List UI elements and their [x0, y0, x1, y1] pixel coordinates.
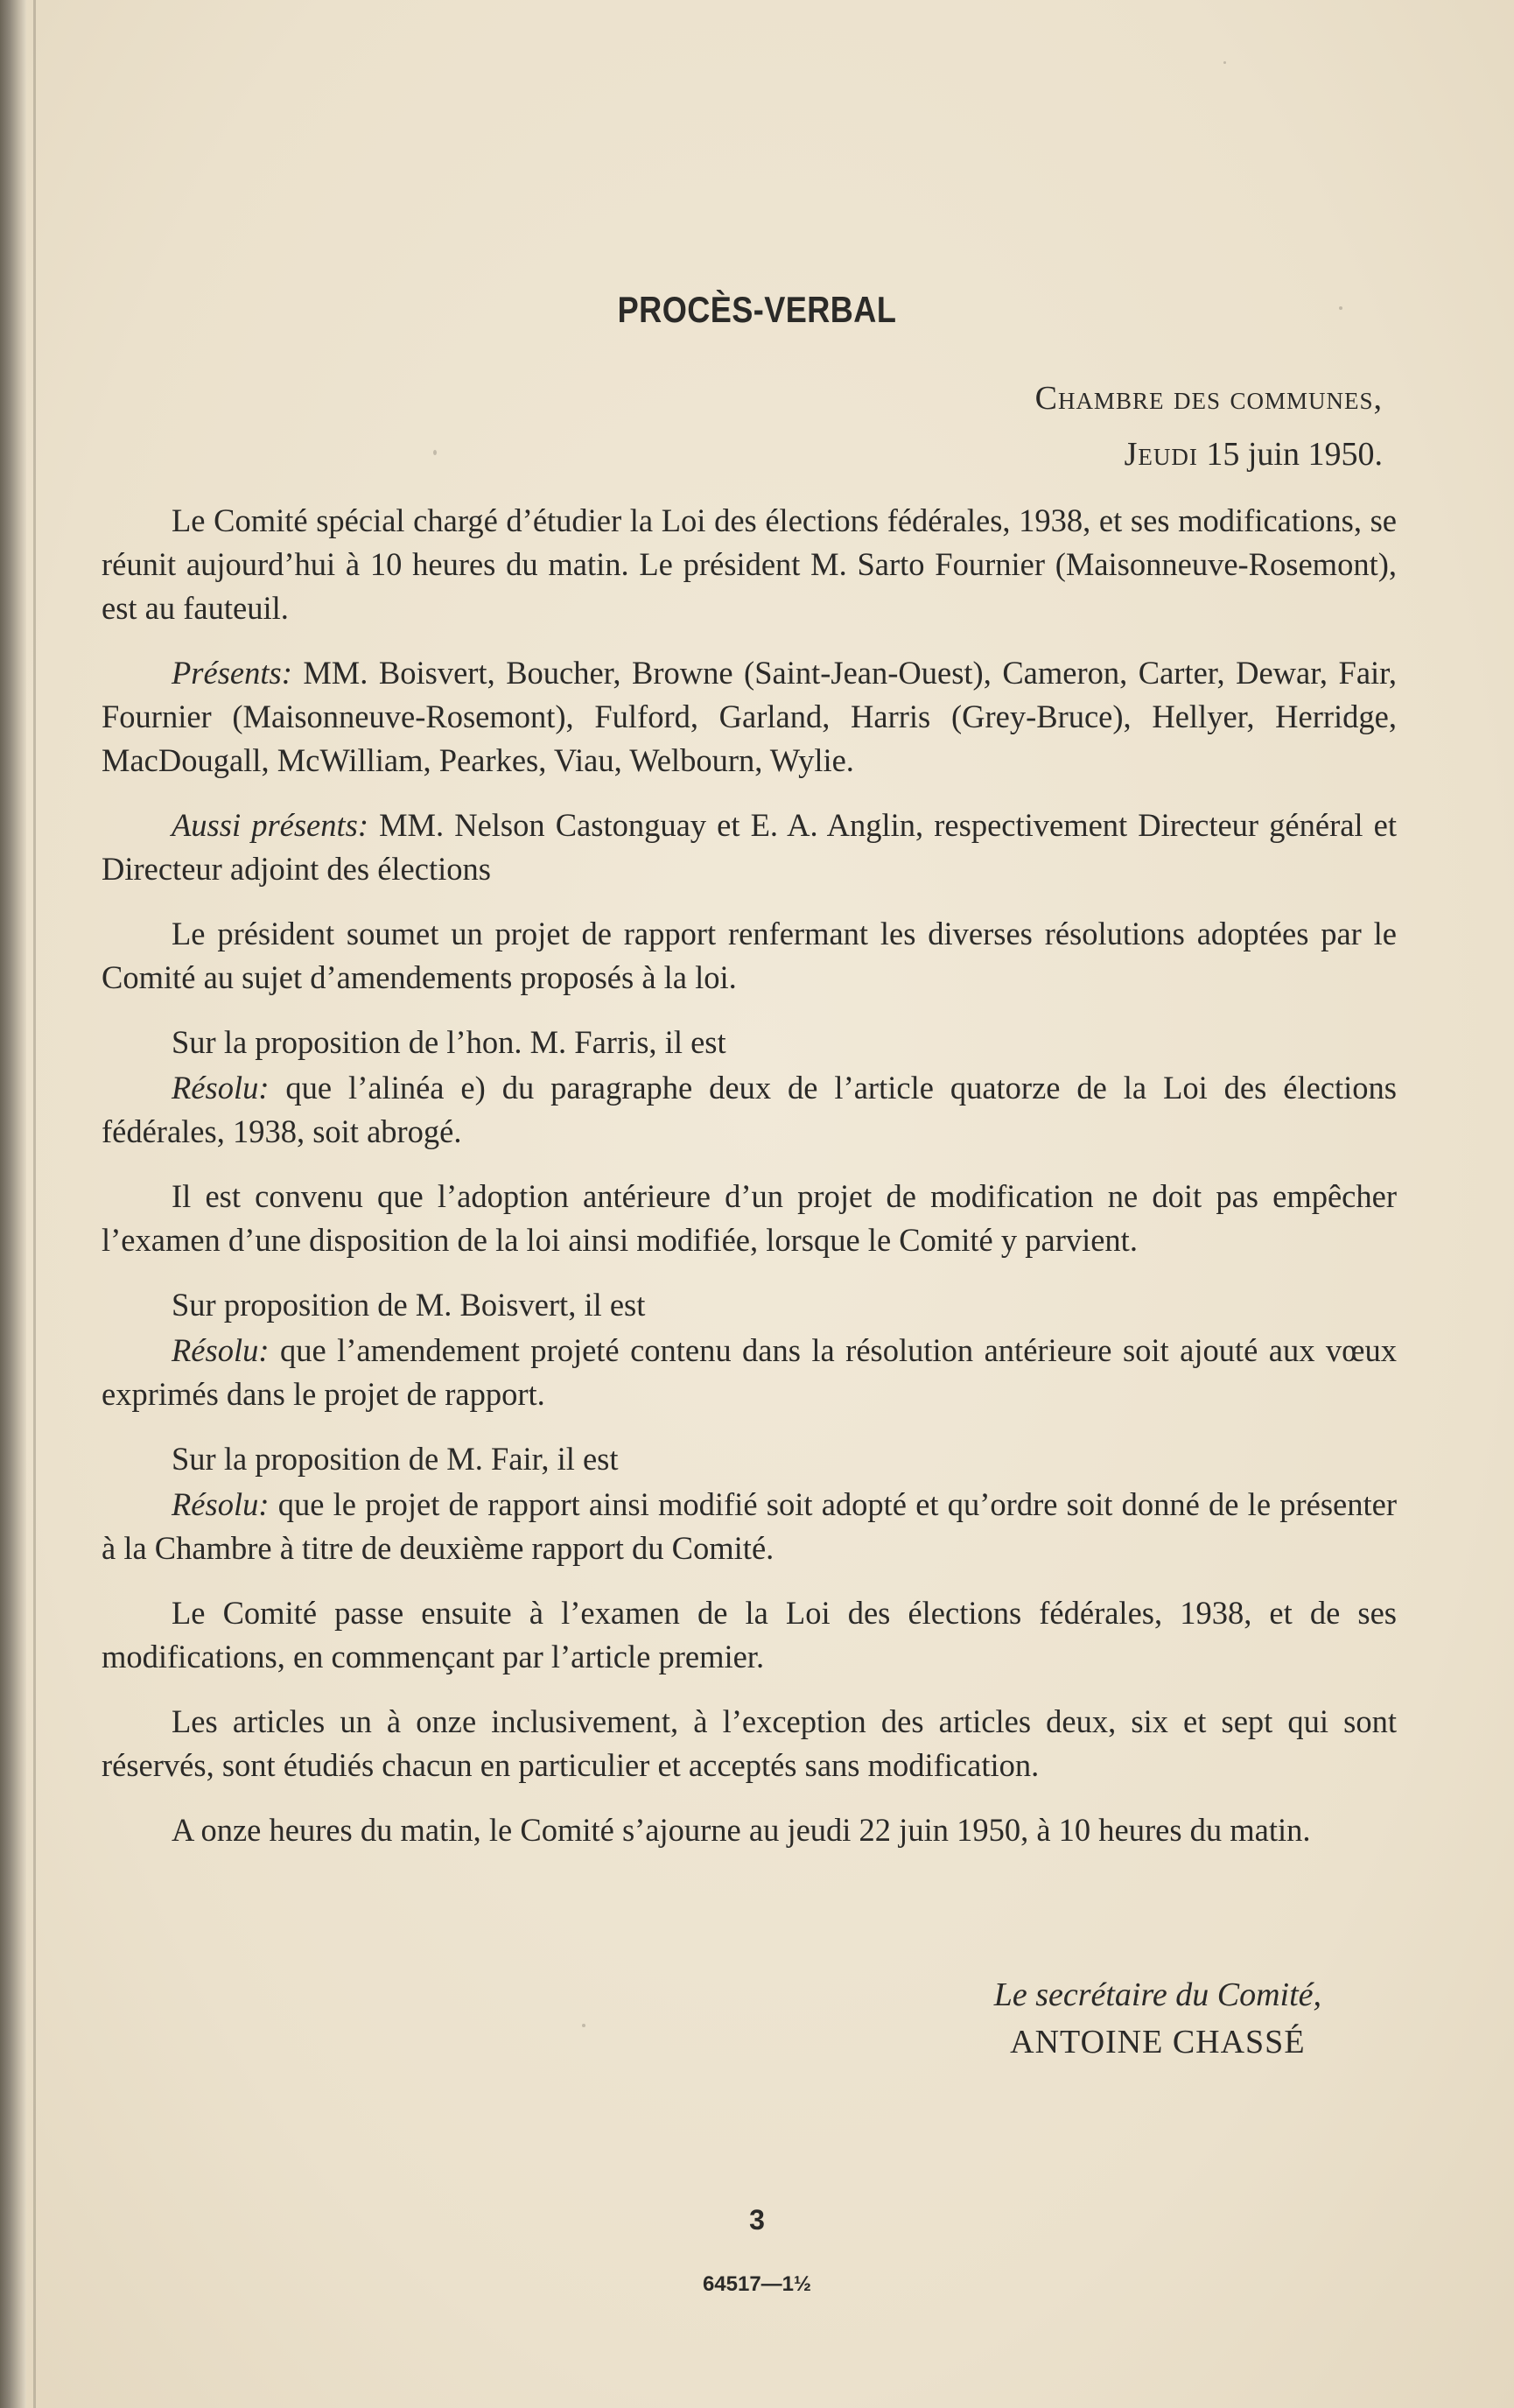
- paragraph-lead: Aussi présents:: [172, 807, 368, 843]
- paragraph-resolution-2: [102, 1329, 1397, 1416]
- paragraph-resolution-1: [102, 1066, 1397, 1154]
- paragraph-motion-farris: [102, 1021, 1397, 1064]
- paragraph-text: Le Comité spécial chargé d’étudier la Loi des élections fédérales, 1938, et ses modifications, se réunit aujourd’hui à 10 heures du matin. Le président M. Sarto Fournier (Maisonneuve-Rosemont), est au fauteuil.: [102, 502, 1397, 626]
- signature-name: ANTOINE CHASSÉ: [1010, 2024, 1306, 2060]
- paragraph-text: Le président soumet un projet de rapport renfermant les diverses résolutions adoptées par le Comité au sujet d’amendements proposés à la loi.: [102, 916, 1397, 995]
- paragraph-text: MM. Boisvert, Boucher, Browne (Saint-Jean-Ouest), Cameron, Carter, Dewar, Fair, Fournier (Maisonneuve-Rosemont), Fulford, Garland, Harris (Grey-Bruce), Hellyer, Herridge, MacDougall, McWilliam, Pearkes, Viau, Welbourn, Wylie.: [102, 655, 1397, 778]
- paragraph-adjournment: [102, 1808, 1397, 1852]
- paragraph-lead: Résolu:: [172, 1070, 270, 1106]
- paragraph-draft-report: [102, 912, 1397, 1000]
- paragraph-lead: Présents:: [172, 655, 292, 691]
- paragraph-opening: [102, 499, 1397, 630]
- paragraph-text: A onze heures du matin, le Comité s’ajourne au jeudi 22 juin 1950, à 10 heures du matin.: [172, 1812, 1311, 1848]
- meeting-date-text: 15 juin 1950.: [1197, 436, 1383, 473]
- paragraph-text: Le Comité passe ensuite à l’examen de la Loi des élections fédérales, 1938, et de ses modifications, en commençant par l’article premier.: [102, 1595, 1397, 1674]
- paragraph-resolution-3: [102, 1483, 1397, 1570]
- meeting-day: Jeudi: [1124, 436, 1198, 473]
- signature-block: [994, 1971, 1321, 2066]
- paragraph-text: Sur la proposition de M. Fair, il est: [172, 1441, 619, 1477]
- paragraph-members-present: [102, 651, 1397, 783]
- paper-speck: [1223, 61, 1226, 64]
- binding-shadow-line: [33, 0, 36, 2408]
- paragraph-text: MM. Nelson Castonguay et E. A. Anglin, respectivement Directeur général et Directeur adjoint des élections: [102, 807, 1397, 887]
- meeting-date: [1125, 432, 1383, 476]
- paragraph-text: Les articles un à onze inclusivement, à l’exception des articles deux, six et sept qui sont réservés, sont étudiés chacun en particulier et acceptés sans modification.: [102, 1703, 1397, 1783]
- paragraph-articles: [102, 1700, 1397, 1787]
- paragraph-text: que l’amendement projeté contenu dans la résolution antérieure soit ajouté aux vœux exprimés dans le projet de rapport.: [102, 1332, 1397, 1412]
- paragraph-text: Il est convenu que l’adoption antérieure d’un projet de modification ne doit pas empêcher l’examen d’une disposition de la loi ainsi modifiée, lorsque le Comité y parvient.: [102, 1178, 1397, 1258]
- chamber-heading: Chambre des communes,: [1034, 380, 1383, 417]
- page-binding-edge: [0, 0, 26, 2408]
- paragraph-motion-fair: [102, 1437, 1397, 1481]
- minutes-body: [102, 499, 1397, 1873]
- print-code: 64517—1½: [702, 2272, 812, 2296]
- signature-role: Le secrétaire du Comité,: [993, 1976, 1321, 2013]
- paragraph-examination: [102, 1591, 1397, 1679]
- document-title: PROCÈS-VERBAL: [617, 289, 897, 330]
- paragraph-agreement: [102, 1175, 1397, 1262]
- paragraph-lead: Résolu:: [172, 1486, 270, 1522]
- paragraph-lead: Résolu:: [172, 1332, 270, 1368]
- page-number: 3: [749, 2204, 765, 2236]
- paragraph-text: que l’alinéa e) du paragraphe deux de l’article quatorze de la Loi des élections fédérales, 1938, soit abrogé.: [102, 1070, 1397, 1149]
- paper-speck: [582, 2024, 585, 2027]
- paragraph-motion-boisvert: [102, 1283, 1397, 1327]
- paper-speck: [1339, 306, 1342, 310]
- paragraph-text: que le projet de rapport ainsi modifié soit adopté et qu’ordre soit donné de le présenter à la Chambre à titre de deuxième rapport du Comité.: [102, 1486, 1397, 1566]
- paragraph-text: Sur la proposition de l’hon. M. Farris, il est: [172, 1024, 726, 1060]
- paragraph-also-present: [102, 804, 1397, 891]
- paper-speck: [433, 450, 437, 455]
- paragraph-text: Sur proposition de M. Boisvert, il est: [172, 1287, 646, 1323]
